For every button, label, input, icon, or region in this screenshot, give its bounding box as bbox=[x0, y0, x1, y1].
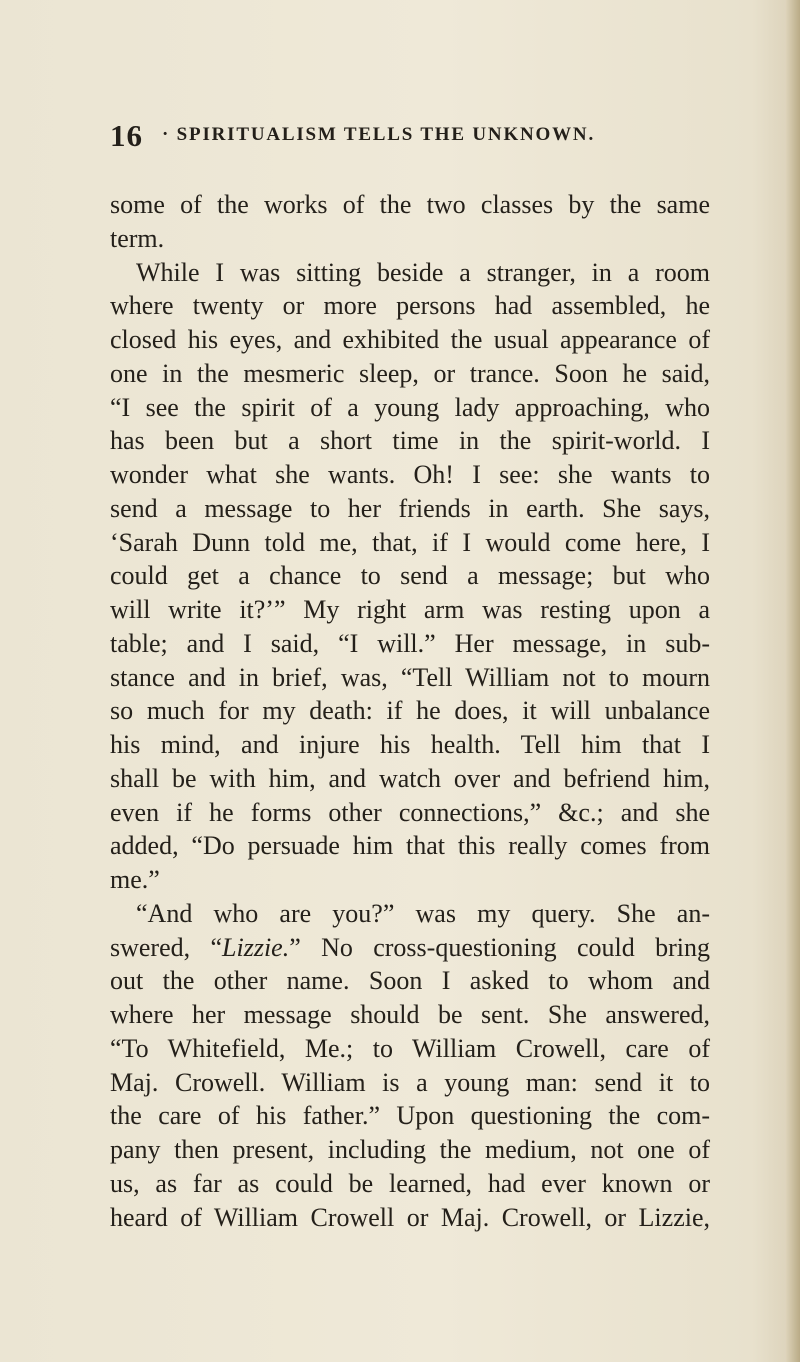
text-line: out the other name. Soon I asked to whom and bbox=[110, 966, 710, 996]
text-line: us, as far as could be learned, had ever known or bbox=[110, 1168, 710, 1198]
text-line: Maj. Crowell. William is a young man: send it to bbox=[110, 1067, 710, 1097]
text-line: stance and in brief, was, “Tell William not to mourn bbox=[110, 662, 710, 692]
text-line: table; and I said, “I will.” Her message, in sub- bbox=[110, 628, 710, 658]
text-line: ‘Sarah Dunn told me, that, if I would come here, I bbox=[110, 527, 710, 557]
text-line: the care of his father.” Upon questioning the com- bbox=[110, 1101, 710, 1131]
text-line: will write it?’” My right arm was resting upon a bbox=[110, 595, 710, 624]
text-line: wonder what she wants. Oh! I see: she wants to bbox=[110, 460, 710, 489]
text-line: one in the mesmeric sleep, or trance. Soon he said, bbox=[110, 358, 710, 388]
page-number: 16 bbox=[110, 118, 143, 153]
running-head: · SPIRITUALISM TELLS THE UNKNOWN. bbox=[162, 124, 595, 145]
text-line: term. bbox=[110, 223, 165, 253]
text-line: “And who are you?” was my query. She an- bbox=[136, 898, 710, 928]
text-line: “I see the spirit of a young lady approaching, who bbox=[110, 392, 710, 422]
text-line: his mind, and injure his health. Tell him that I bbox=[110, 730, 710, 759]
text-fragment: ” No cross-questioning could bring bbox=[289, 932, 710, 962]
text-line: me.” bbox=[110, 865, 160, 894]
text-line: so much for my death: if he does, it will unbalance bbox=[110, 696, 710, 726]
text-line: even if he forms other connections,” &c.; and she bbox=[110, 797, 710, 827]
text-line: shall be with him, and watch over and befriend him, bbox=[110, 763, 710, 793]
page-header bbox=[110, 118, 710, 154]
italic-name: Lizzie. bbox=[222, 932, 290, 962]
body-text bbox=[110, 188, 710, 1234]
text-line: some of the works of the two classes by the same bbox=[110, 190, 710, 219]
page-edge bbox=[786, 0, 800, 1362]
text-fragment: swered, “ bbox=[110, 932, 223, 962]
text-line: send a message to her friends in earth. She says, bbox=[110, 493, 710, 523]
text-line: “To Whitefield, Me.; to William Crowell, care of bbox=[110, 1033, 710, 1063]
text-line: heard of William Crowell or Maj. Crowell, or Lizzie, bbox=[110, 1202, 710, 1232]
text-line: pany then present, including the medium, not one of bbox=[110, 1135, 710, 1164]
text-line: added, “Do persuade him that this really comes from bbox=[110, 831, 710, 861]
text-line: where her message should be sent. She answered, bbox=[110, 1000, 710, 1029]
text-line bbox=[110, 931, 710, 965]
text-line: where twenty or more persons had assembled, he bbox=[110, 291, 710, 321]
text-line: closed his eyes, and exhibited the usual appearance of bbox=[110, 325, 710, 354]
text-line: could get a chance to send a message; but who bbox=[110, 561, 710, 591]
text-line: While I was sitting beside a stranger, in a room bbox=[136, 257, 710, 287]
text-line: has been but a short time in the spirit-world. I bbox=[110, 426, 710, 456]
